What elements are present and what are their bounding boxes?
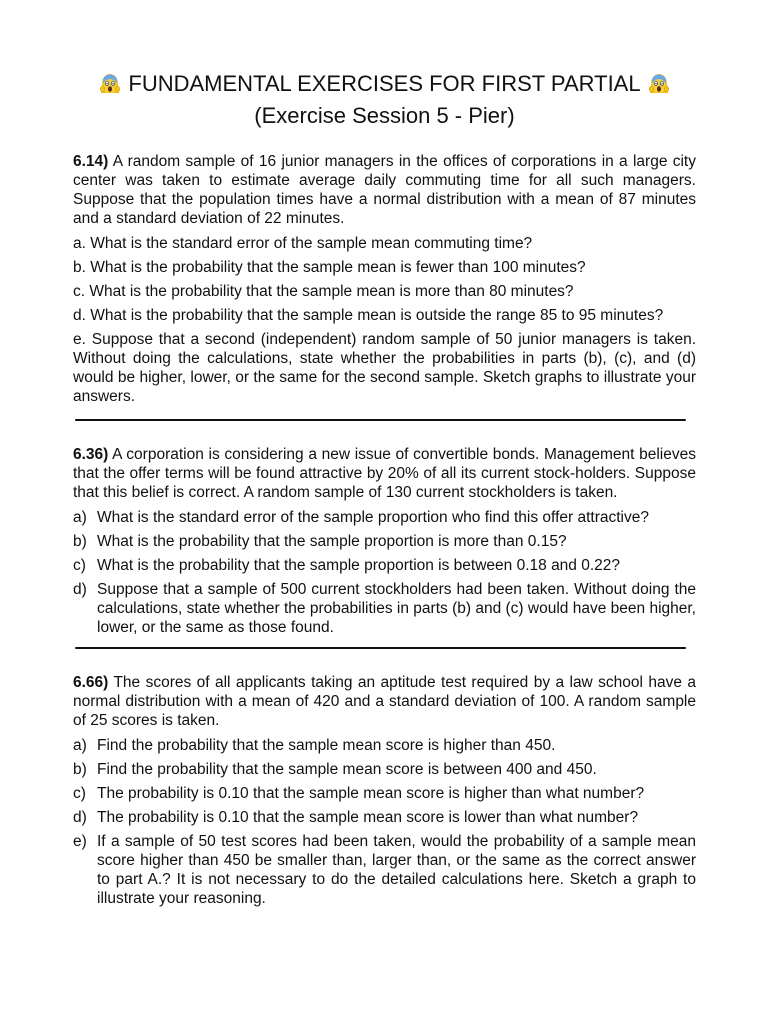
title-line <box>73 70 696 98</box>
problem-number: 6.36) <box>73 446 109 463</box>
title-block <box>73 70 696 130</box>
question-item <box>73 832 696 908</box>
question-marker: a) <box>73 737 87 754</box>
problem-6-36 <box>73 445 696 637</box>
page-subtitle: (Exercise Session 5 - Pier) <box>254 103 515 128</box>
question-text: Find the probability that the sample mean score is higher than 450. <box>97 737 556 754</box>
problem-number: 6.14) <box>73 153 109 170</box>
question-text: What is the probability that the sample proportion is between 0.18 and 0.22? <box>97 557 621 574</box>
problem-statement <box>73 152 696 228</box>
section-divider <box>75 647 686 649</box>
question-text: What is the probability that the sample proportion is more than 0.15? <box>97 533 567 550</box>
problem-number: 6.66) <box>73 674 109 691</box>
problem-text: A random sample of 16 junior managers in the offices of corporations in a large city center was taken to estimate average daily commuting time for all such managers. Suppose that the population times have a normal distribution with a mean of 87 minutes and a standard deviation of 22 minutes. <box>73 153 696 227</box>
question-marker: c) <box>73 785 86 802</box>
question-text: The probability is 0.10 that the sample mean score is higher than what number? <box>97 785 645 802</box>
question-marker: a) <box>73 509 87 526</box>
question-marker: e) <box>73 833 87 850</box>
problem-text: A corporation is considering a new issue of convertible bonds. Management believes that the offer terms will be found attractive by 20% of all its current stock-holders. Suppose that this belief is correct. A random sample of 130 current stockholders is taken. <box>73 446 696 501</box>
question-marker: d) <box>73 809 87 826</box>
question-text: Find the probability that the sample mean score is between 400 and 450. <box>97 761 597 778</box>
problem-statement <box>73 673 696 730</box>
question-text: What is the standard error of the sample proportion who find this offer attractive? <box>97 509 649 526</box>
problem-6-66 <box>73 673 696 908</box>
question-item: b. What is the probability that the sample mean is fewer than 100 minutes? <box>73 259 586 276</box>
problem-statement <box>73 445 696 502</box>
question-marker: c) <box>73 557 86 574</box>
question-marker: b) <box>73 761 87 778</box>
question-item: e. Suppose that a second (independent) random sample of 50 junior managers is taken. Without doing the calculations, state whether the probabilities in parts (b), (c), and (d) would be higher, lower, or the same for the second sample. Sketch graphs to illustrate your answers. <box>73 331 696 405</box>
question-text: Suppose that a sample of 500 current stockholders had been taken. Without doing the calculations, state whether the probabilities in parts (b) and (c) would have been higher, lower, or the same as those found. <box>97 581 696 636</box>
problem-text: The scores of all applicants taking an aptitude test required by a law school have a normal distribution with a mean of 420 and a standard deviation of 100. A random sample of 25 scores is taken. <box>73 674 696 729</box>
question-item <box>73 760 696 779</box>
screaming-face-icon <box>98 72 122 96</box>
question-marker: d) <box>73 581 87 598</box>
question-text: The probability is 0.10 that the sample mean score is lower than what number? <box>97 809 639 826</box>
question-item <box>73 580 696 637</box>
question-item <box>73 784 696 803</box>
question-item: d. What is the probability that the sample mean is outside the range 85 to 95 minutes? <box>73 307 664 324</box>
question-list <box>73 736 696 908</box>
question-item: c. What is the probability that the sample mean is more than 80 minutes? <box>73 283 574 300</box>
question-item <box>73 532 696 551</box>
screaming-face-icon <box>647 72 671 96</box>
page-title: FUNDAMENTAL EXERCISES FOR FIRST PARTIAL <box>128 71 641 96</box>
question-item: a. What is the standard error of the sample mean commuting time? <box>73 235 533 252</box>
question-item <box>73 556 696 575</box>
question-item <box>73 808 696 827</box>
question-text: If a sample of 50 test scores had been taken, would the probability of a sample mean score higher than 450 be smaller than, larger than, or the same as the correct answer to part A.? It is not necessary to do the detailed calculations here. Sketch a graph to illustrate your reasoning. <box>97 833 696 907</box>
section-divider <box>75 419 686 421</box>
question-list <box>73 508 696 637</box>
question-item <box>73 736 696 755</box>
question-item <box>73 508 696 527</box>
problem-6-14 <box>73 152 696 406</box>
question-marker: b) <box>73 533 87 550</box>
